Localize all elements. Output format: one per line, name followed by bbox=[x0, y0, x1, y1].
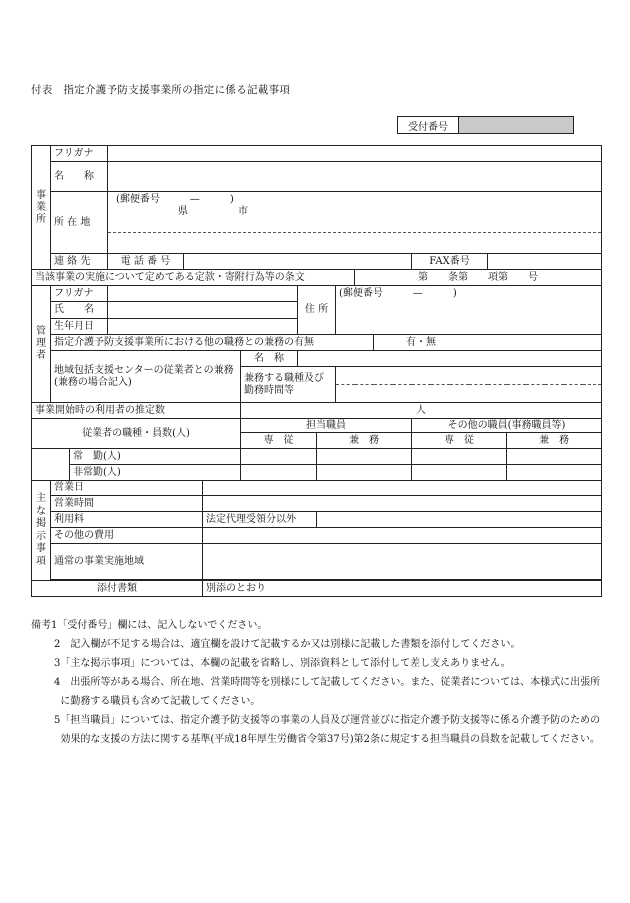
staff-ot-part-parttime[interactable] bbox=[507, 465, 602, 481]
office-fax-field[interactable] bbox=[488, 254, 602, 270]
office-phone-field[interactable] bbox=[184, 254, 412, 270]
posted-days-label: 営業日 bbox=[51, 481, 203, 496]
office-phone-label: 電 話 番 号 bbox=[108, 254, 184, 270]
note-item: 5 「担当職員」については、指定介護予防支援等の事業の人員及び運営並びに指定介護予防支援等に係る介護予防のための効果的な支援の方法に関する基準(平成18年厚生労働省令第37号)第2条に規定する担当職員の員数を記載してください。 bbox=[54, 715, 601, 745]
posted-fee-note: 法定代理受領分以外 bbox=[203, 512, 317, 528]
designation-form-table bbox=[31, 145, 602, 597]
office-name-field[interactable] bbox=[108, 162, 602, 192]
receipt-number-label: 受付番号 bbox=[398, 117, 459, 134]
manager-birth-label: 生年月日 bbox=[51, 319, 108, 335]
office-fax-label: FAX番号 bbox=[412, 254, 488, 270]
staff-fulltime-label: 常 勤(人) bbox=[70, 449, 241, 465]
staff-ot-part-fulltime[interactable] bbox=[507, 449, 602, 465]
posted-section-label: 主な掲示事項 bbox=[32, 481, 51, 581]
office-name-label: 名 称 bbox=[51, 162, 108, 192]
manager-duty-field[interactable] bbox=[336, 367, 602, 385]
estimate-label: 事業開始時の利用者の推定数 bbox=[32, 403, 241, 419]
office-section-label: 事業所 bbox=[32, 146, 51, 270]
estimate-unit: 人 bbox=[416, 404, 426, 416]
staff-ot-full-parttime[interactable] bbox=[412, 465, 507, 481]
manager-name-field[interactable] bbox=[108, 302, 298, 319]
attach-value: 別添のとおり bbox=[203, 581, 602, 597]
staff-ic-part-parttime[interactable] bbox=[317, 465, 412, 481]
office-pref-city: 県 市 bbox=[178, 206, 248, 217]
staff-other-header: その他の職員(事務職員等) bbox=[412, 419, 602, 433]
receipt-number-box bbox=[397, 116, 574, 134]
manager-section-label: 管理者 bbox=[32, 286, 51, 403]
staff-label: 従業者の職種・員数(人) bbox=[32, 419, 241, 449]
staff-in-charge-full: 専 従 bbox=[241, 433, 317, 449]
manager-center-staff-label: 地域包括支援センターの従業者との兼務(兼務の場合記入) bbox=[51, 351, 241, 403]
manager-postal: (郵便番号 — ) bbox=[339, 288, 457, 299]
office-contact-label: 連 絡 先 bbox=[51, 254, 108, 270]
staff-ot-full-fulltime[interactable] bbox=[412, 449, 507, 465]
manager-furigana-label: フリガナ bbox=[51, 286, 108, 302]
manager-address-field[interactable] bbox=[336, 286, 602, 335]
posted-other-cost-label: その他の費用 bbox=[51, 528, 203, 544]
office-postal: (郵便番号 — ) bbox=[116, 194, 234, 205]
office-furigana-label: フリガナ bbox=[51, 146, 108, 162]
office-address-label: 所 在 地 bbox=[51, 192, 108, 254]
manager-duty-field-2[interactable] bbox=[336, 385, 602, 403]
manager-address-label: 住 所 bbox=[298, 286, 336, 335]
note-item: 備考1 「受付番号」欄には、記入しないでください。 bbox=[31, 620, 268, 631]
staff-ic-full-parttime[interactable] bbox=[241, 465, 317, 481]
posted-hours-field[interactable] bbox=[203, 496, 602, 512]
office-address-field[interactable] bbox=[108, 192, 602, 254]
manager-concurrent-field[interactable] bbox=[374, 335, 602, 351]
bylaws-label: 当該事業の実施について定めてある定款・寄附行為等の条文 bbox=[32, 270, 355, 286]
receipt-number-field[interactable] bbox=[459, 117, 574, 134]
staff-ic-part-fulltime[interactable] bbox=[317, 449, 412, 465]
manager-yes-no: 有・無 bbox=[406, 336, 436, 348]
staff-in-charge-part: 兼 務 bbox=[317, 433, 412, 449]
attach-label: 添付書類 bbox=[32, 581, 203, 597]
posted-fee-label: 利用料 bbox=[51, 512, 203, 528]
manager-birth-field[interactable] bbox=[108, 319, 298, 335]
bylaws-article[interactable]: 第 条第 項第 号 bbox=[355, 270, 602, 286]
posted-area-label: 通常の事業実施地域 bbox=[51, 544, 203, 580]
manager-duty-label: 兼務する職種及び勤務時間等 bbox=[241, 367, 336, 403]
estimate-field[interactable] bbox=[241, 403, 602, 419]
note-item: 2 記入欄が不足する場合は、適宜欄を設けて記載するか又は別様に記載した書類を添付してください。 bbox=[54, 639, 521, 650]
note-item: 3 「主な掲示事項」については、本欄の記載を省略し、別添資料として添付して差し支えありません。 bbox=[54, 658, 511, 669]
posted-area-field[interactable] bbox=[203, 544, 602, 580]
manager-concurrent-label: 指定介護予防支援事業所における他の職務との兼務の有無 bbox=[51, 335, 374, 351]
manager-center-name-label: 名 称 bbox=[241, 351, 298, 367]
staff-ic-full-fulltime[interactable] bbox=[241, 449, 317, 465]
staff-in-charge-header: 担当職員 bbox=[241, 419, 412, 433]
posted-fee-field[interactable] bbox=[317, 512, 602, 528]
note-item: 4 出張所等がある場合、所在地、営業時間等を別様にして記載してください。また、従業者については、本様式に出張所に勤務する職員も含めて記載してください。 bbox=[54, 677, 601, 707]
posted-days-field[interactable] bbox=[203, 481, 602, 496]
posted-hours-label: 営業時間 bbox=[51, 496, 203, 512]
posted-other-cost-field[interactable] bbox=[203, 528, 602, 544]
office-furigana-field[interactable] bbox=[108, 146, 602, 162]
notes bbox=[31, 616, 606, 749]
manager-name-label: 氏 名 bbox=[51, 302, 108, 319]
manager-furigana-field[interactable] bbox=[108, 286, 298, 302]
staff-other-full: 専 従 bbox=[412, 433, 507, 449]
staff-parttime-label: 非常勤(人) bbox=[70, 465, 241, 481]
form-title: 付表 指定介護予防支援事業所の指定に係る記載事項 bbox=[31, 84, 291, 96]
manager-center-name-field[interactable] bbox=[298, 351, 602, 367]
staff-other-part: 兼 務 bbox=[507, 433, 602, 449]
